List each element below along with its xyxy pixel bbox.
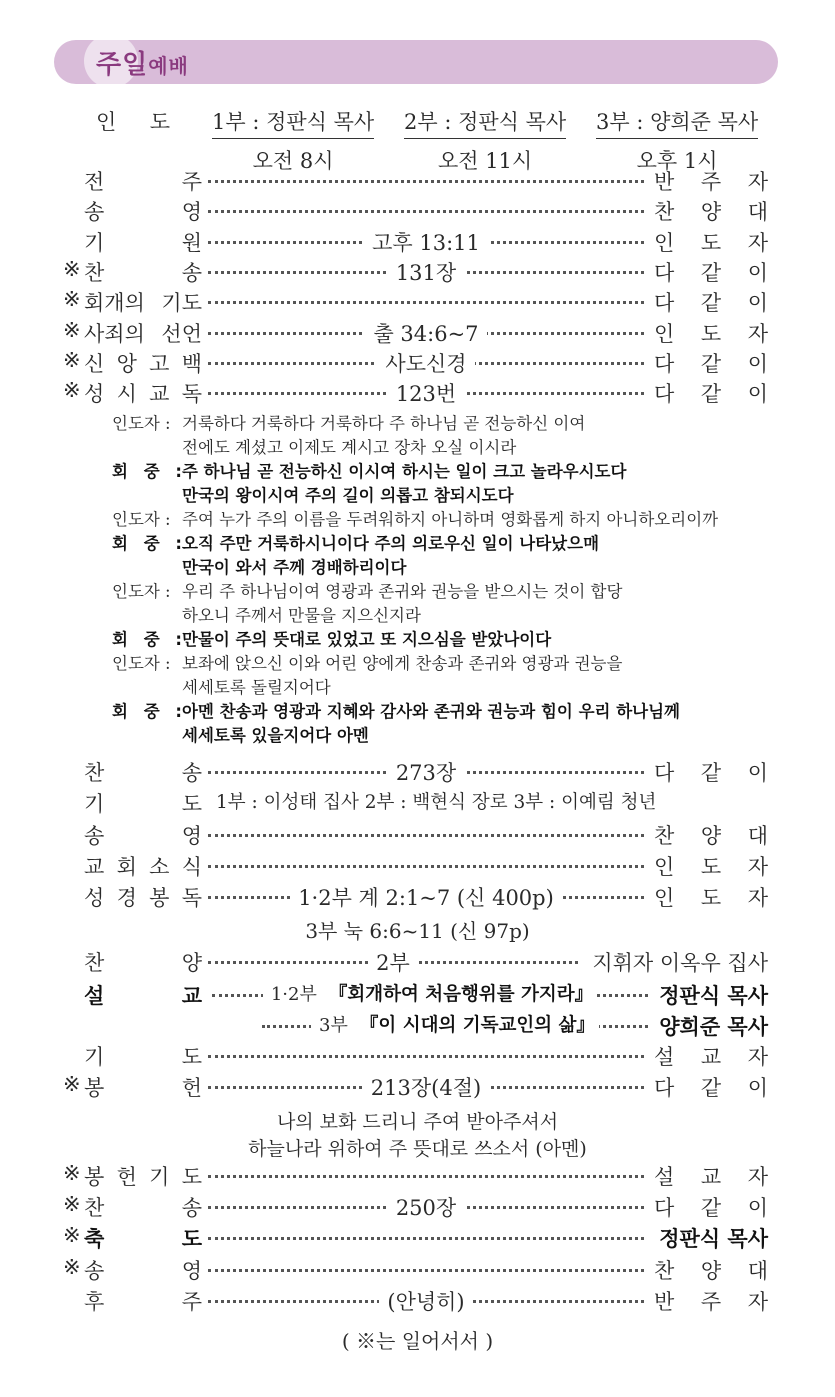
page-title <box>96 44 189 81</box>
sermon-preacher: 정판식 목사 <box>659 984 768 1008</box>
reading-text: 세세토록 있을지어다 아멘 <box>182 726 369 745</box>
label-char: 송 <box>181 261 202 285</box>
label-char: 회개의 <box>84 291 145 315</box>
speaker-char: 회 <box>112 702 128 721</box>
label-char: 앙 <box>116 352 137 376</box>
order-row <box>0 166 835 196</box>
reading-part3: 3부 눅 6:6~11 (신 97p) <box>305 919 530 943</box>
reading-text: 만국의 왕이시여 주의 길이 의롭고 참되시도다 <box>182 486 514 505</box>
reading-text: 오직 주만 거룩하시니이다 주의 의로우신 일이 나타났으매 <box>182 534 600 553</box>
service-time: 오전 11시 <box>437 149 533 173</box>
order-detail <box>208 788 657 814</box>
label-char: 기 <box>149 1165 170 1189</box>
sermon-title: 『이 시대의 기독교인의 삶』 <box>356 1015 599 1036</box>
speaker-label: 인도자 : <box>112 654 171 673</box>
title-sub: 예배 <box>148 54 189 78</box>
speaker-colon: : <box>175 462 182 481</box>
responsible-char: 자 <box>747 855 768 879</box>
stand-mark: ※ <box>63 287 81 311</box>
service-pastor <box>212 106 374 175</box>
order-detail-text: 273장 <box>388 761 464 785</box>
order-detail <box>208 1192 644 1222</box>
dot-leader <box>208 180 644 183</box>
label-char: 원 <box>181 231 202 255</box>
label-char: 고 <box>149 352 170 376</box>
label-char: 찬 <box>84 1196 105 1220</box>
label-char: 기 <box>84 1045 105 1069</box>
service-title: 2부 : 정판식 목사 <box>404 106 566 139</box>
responsible-char: 도 <box>700 231 722 255</box>
order-detail <box>208 378 644 408</box>
sermon-row <box>0 1011 835 1041</box>
responsible-char: 이 <box>747 261 768 285</box>
label-char: 헌 <box>181 1076 202 1100</box>
order-detail-text: 250장 <box>388 1196 464 1220</box>
responsible-char: 찬 <box>654 824 675 848</box>
responsible-char: 다 <box>654 1196 675 1220</box>
label-char: 기 <box>84 231 105 255</box>
order-row <box>0 348 835 378</box>
responsible-char: 자 <box>747 1290 768 1314</box>
responsible-char: 주 <box>700 170 722 194</box>
speaker-label: 인도자 : <box>112 582 171 601</box>
order-label <box>84 348 202 378</box>
order-responsible <box>654 1192 768 1222</box>
order-row <box>0 227 835 257</box>
label-char: 송 <box>181 761 202 785</box>
responsible-char: 이 <box>747 761 768 785</box>
order-label <box>84 1255 202 1285</box>
responsible-char: 인 <box>654 322 675 346</box>
reading-text: 아멘 찬송과 영광과 지혜와 감사와 존귀와 권능과 힘이 우리 하나님께 <box>182 702 680 721</box>
order-label <box>84 378 202 408</box>
label-char: 송 <box>181 1196 202 1220</box>
responsible-char: 같 <box>700 352 722 376</box>
offering-lyric: 나의 보화 드리니 주여 받아주셔서 <box>276 1111 559 1133</box>
order-label <box>84 257 202 287</box>
label-char: 영 <box>181 200 202 224</box>
responsible-char: 설 <box>654 1045 675 1069</box>
reading-text: 주여 누가 주의 이름을 두려워하지 아니하며 영화롭게 하지 아니하오리이까 <box>182 510 719 529</box>
order-label <box>84 851 202 881</box>
order-detail <box>208 318 644 348</box>
responsible-char: 인 <box>654 231 675 255</box>
order-responsible <box>654 882 768 912</box>
order-label <box>84 227 202 257</box>
service-time: 오전 8시 <box>252 149 334 173</box>
label-char: 회 <box>116 855 137 879</box>
sermon-row <box>0 980 835 1010</box>
order-row <box>0 318 835 348</box>
speaker-char: 중 <box>143 462 160 481</box>
speaker-colon: : <box>175 534 182 553</box>
label-char: 양 <box>181 951 202 975</box>
praise-conductor: 지휘자 이옥우 집사 <box>592 951 768 975</box>
label-char: 후 <box>84 1290 105 1314</box>
order-label <box>84 287 202 317</box>
stand-mark: ※ <box>63 1192 81 1216</box>
label-char: 주 <box>181 1290 202 1314</box>
order-detail <box>208 947 578 977</box>
order-responsible <box>654 1072 768 1102</box>
responsible-char: 같 <box>700 382 722 406</box>
order-detail-text: 출 34:6~7 <box>365 322 486 346</box>
order-label <box>84 1041 202 1071</box>
responsible-char: 같 <box>700 761 722 785</box>
speaker-char: 중 <box>143 630 160 649</box>
order-row <box>0 820 835 850</box>
order-row <box>0 1041 835 1071</box>
order-responsible <box>654 196 768 226</box>
order-row <box>0 196 835 226</box>
label-char: 성 <box>84 382 105 406</box>
label-char: 교 <box>84 855 105 879</box>
label-char: 성 <box>84 886 105 910</box>
responsible-char: 다 <box>654 1076 675 1100</box>
label-char: 영 <box>181 824 202 848</box>
order-detail-text: 1부 : 이성태 집사 2부 : 백현식 장로 3부 : 이예림 청년 <box>208 792 664 813</box>
order-detail <box>208 348 644 378</box>
label-char: 설 <box>84 984 105 1008</box>
order-label <box>84 318 202 348</box>
order-detail <box>208 227 644 257</box>
order-responsible <box>654 1255 768 1285</box>
responsible-char: 자 <box>747 886 768 910</box>
responsible-char: 다 <box>654 761 675 785</box>
order-row <box>0 1192 835 1222</box>
order-row <box>0 788 835 818</box>
order-responsible <box>654 287 768 317</box>
order-row <box>0 1255 835 1285</box>
order-detail-text: 1·2부 계 2:1~7 (신 400p) <box>290 886 562 910</box>
responsible-char: 정판식 목사 <box>659 1227 768 1251</box>
speaker-colon: : <box>175 630 182 649</box>
reading-text: 만물이 주의 뜻대로 있었고 또 지으심을 받았나이다 <box>182 630 552 649</box>
order-responsible <box>654 166 768 196</box>
stand-mark: ※ <box>63 1223 81 1247</box>
reading-text: 전에도 계셨고 이제도 계시고 장차 오실 이시라 <box>182 438 517 457</box>
service-time: 오후 1시 <box>636 149 718 173</box>
stand-mark: ※ <box>63 378 81 402</box>
order-detail-text: 2부 <box>368 951 418 975</box>
order-responsible <box>654 1041 768 1071</box>
responsible-char: 양 <box>700 824 722 848</box>
dot-leader <box>208 1055 644 1058</box>
label-char: 전 <box>84 170 105 194</box>
order-responsible <box>654 348 768 378</box>
service-title: 1부 : 정판식 목사 <box>212 106 374 139</box>
order-detail <box>208 257 644 287</box>
label-char: 소 <box>149 855 170 879</box>
speaker-label <box>112 460 182 484</box>
speaker-label: 인도자 : <box>112 510 171 529</box>
order-label <box>84 1072 202 1102</box>
responsible-char: 자 <box>747 231 768 255</box>
order-detail <box>208 882 644 912</box>
reading-text: 만국이 와서 주께 경배하리이다 <box>182 558 407 577</box>
order-detail-text: 고후 13:11 <box>364 231 488 255</box>
service-pastor <box>404 106 566 175</box>
speaker-label <box>112 700 182 724</box>
label-char: 기도 <box>161 291 202 315</box>
dot-leader <box>208 301 644 304</box>
label-char: 백 <box>181 352 202 376</box>
order-detail <box>208 757 644 787</box>
order-label <box>84 196 202 226</box>
responsible-char: 같 <box>700 1076 722 1100</box>
order-responsible <box>654 851 768 881</box>
speaker-colon: : <box>175 702 182 721</box>
order-label <box>84 1286 202 1316</box>
responsible-char: 다 <box>654 261 675 285</box>
stand-mark: ※ <box>63 257 81 281</box>
order-row <box>0 882 835 912</box>
order-responsible <box>654 1223 768 1253</box>
title-main: 주일 <box>96 50 149 80</box>
order-label <box>84 882 202 912</box>
responsible-char: 대 <box>747 200 768 224</box>
order-label <box>84 166 202 196</box>
speaker-char: 중 <box>143 702 160 721</box>
order-responsible <box>654 378 768 408</box>
order-responsible <box>654 820 768 850</box>
order-label <box>84 757 202 787</box>
responsible-char: 인 <box>654 855 675 879</box>
label-char: 봉 <box>149 886 170 910</box>
order-row <box>0 757 835 787</box>
speaker-char: 회 <box>112 462 128 481</box>
service-pastor <box>596 106 758 175</box>
dot-leader <box>208 834 644 837</box>
order-responsible <box>654 227 768 257</box>
responsible-char: 자 <box>747 322 768 346</box>
order-detail-text: 213장(4절) <box>363 1076 489 1100</box>
reading-text: 하오니 주께서 만물을 지으신지라 <box>182 606 421 625</box>
order-label <box>84 788 202 818</box>
sermon-preacher: 양희준 목사 <box>659 1015 768 1039</box>
responsible-char: 다 <box>654 291 675 315</box>
reading-text: 보좌에 앉으신 이와 어린 양에게 찬송과 존귀와 영광과 권능을 <box>182 654 623 673</box>
service-title: 3부 : 양희준 목사 <box>596 106 758 139</box>
label-char: 송 <box>84 200 105 224</box>
responsible-char: 찬 <box>654 200 675 224</box>
order-row <box>0 1286 835 1316</box>
label-char: 송 <box>84 824 105 848</box>
label-char: 시 <box>116 382 137 406</box>
label-char: 봉 <box>84 1165 105 1189</box>
label-char: 인 <box>96 110 117 134</box>
order-detail-text: 131장 <box>388 261 464 285</box>
stand-mark: ※ <box>63 1161 81 1185</box>
responsible-char: 찬 <box>654 1259 675 1283</box>
label-char: 선언 <box>161 322 202 346</box>
order-row <box>0 1161 835 1191</box>
speaker-char: 중 <box>143 534 160 553</box>
pastor-label <box>96 106 170 136</box>
speaker-char: 회 <box>112 630 128 649</box>
label-char: 독 <box>181 886 202 910</box>
sermon-title-1 <box>212 980 648 1006</box>
sermon-label <box>84 980 202 1010</box>
label-char: 식 <box>181 855 202 879</box>
responsible-char: 대 <box>747 824 768 848</box>
order-row <box>0 1223 835 1253</box>
sermon-prefix: 3부 <box>311 1015 356 1036</box>
responsible-char: 반 <box>654 1290 675 1314</box>
dot-leader <box>208 1175 644 1178</box>
reading-text: 우리 주 하나님이여 영광과 존귀와 권능을 받으시는 것이 합당 <box>182 582 623 601</box>
order-responsible <box>654 757 768 787</box>
label-char: 찬 <box>84 761 105 785</box>
responsible-char: 자 <box>747 1165 768 1189</box>
stand-mark: ※ <box>63 348 81 372</box>
label-char: 헌 <box>116 1165 137 1189</box>
order-row <box>0 851 835 881</box>
responsible-char: 같 <box>700 261 722 285</box>
label-char: 도 <box>181 1165 202 1189</box>
responsible-char: 다 <box>654 352 675 376</box>
reading-text: 주 하나님 곧 전능하신 이시여 하시는 일이 크고 놀라우시도다 <box>182 462 627 481</box>
responsible-char: 도 <box>700 322 722 346</box>
sermon-prefix: 1·2부 <box>263 984 325 1005</box>
standing-note: ( ※는 일어서서 ) <box>341 1329 494 1353</box>
responsible-char: 자 <box>747 170 768 194</box>
responsible-char: 이 <box>747 1076 768 1100</box>
order-label <box>84 947 202 977</box>
order-label <box>84 1192 202 1222</box>
label-char: 주 <box>181 170 202 194</box>
sermon-title: 『회개하여 처음행위를 가지라』 <box>325 984 597 1005</box>
order-row <box>0 287 835 317</box>
label-char: 찬 <box>84 951 105 975</box>
responsible-char: 설 <box>654 1165 675 1189</box>
label-char: 독 <box>181 382 202 406</box>
responsible-char: 다 <box>654 382 675 406</box>
order-detail-text: 사도신경 <box>377 352 474 376</box>
label-char: 도 <box>149 110 170 134</box>
order-responsible <box>654 1161 768 1191</box>
label-char: 송 <box>84 1259 105 1283</box>
responsible-char: 양 <box>700 1259 722 1283</box>
order-detail <box>208 1286 644 1316</box>
reading-text: 거룩하다 거룩하다 거룩하다 주 하나님 곧 전능하신 이여 <box>182 414 586 433</box>
label-char: 교 <box>181 984 202 1008</box>
stand-mark: ※ <box>63 1255 81 1279</box>
responsible-char: 자 <box>747 1045 768 1069</box>
order-detail-text: 123번 <box>388 382 464 406</box>
responsible-char: 인 <box>654 886 675 910</box>
label-char: 기 <box>84 792 105 816</box>
responsible-char: 이 <box>747 291 768 315</box>
sermon-title-2 <box>262 1011 648 1037</box>
responsible-char: 이 <box>747 352 768 376</box>
dot-leader <box>208 865 644 868</box>
responsible-char: 반 <box>654 170 675 194</box>
label-char: 경 <box>116 886 137 910</box>
stand-mark: ※ <box>63 1072 81 1096</box>
label-char: 영 <box>181 1259 202 1283</box>
label-char: 축 <box>84 1227 105 1251</box>
speaker-label: 인도자 : <box>112 414 171 433</box>
order-label <box>84 1223 202 1253</box>
order-row <box>0 257 835 287</box>
speaker-label <box>112 628 182 652</box>
order-row <box>0 1072 835 1102</box>
responsible-char: 이 <box>747 1196 768 1220</box>
responsible-char: 주 <box>700 1290 722 1314</box>
order-responsible <box>654 1286 768 1316</box>
responsible-char: 같 <box>700 291 722 315</box>
offering-lyric: 하늘나라 위하여 주 뜻대로 쓰소서 (아멘) <box>248 1138 587 1160</box>
order-detail <box>208 1072 644 1102</box>
label-char: 신 <box>84 352 105 376</box>
responsible-char: 도 <box>700 886 722 910</box>
responsible-char: 같 <box>700 1196 722 1220</box>
dot-leader <box>208 1237 644 1240</box>
responsible-char: 양 <box>700 200 722 224</box>
speaker-label <box>112 532 182 556</box>
label-char: 교 <box>149 382 170 406</box>
responsible-char: 교 <box>700 1045 722 1069</box>
dot-leader <box>208 1269 644 1272</box>
label-char: 봉 <box>84 1076 105 1100</box>
responsible-char: 도 <box>700 855 722 879</box>
responsible-char: 이 <box>747 382 768 406</box>
responsible-char: 대 <box>747 1259 768 1283</box>
speaker-char: 회 <box>112 534 128 553</box>
order-row <box>0 947 835 977</box>
order-responsible <box>654 257 768 287</box>
label-char: 찬 <box>84 261 105 285</box>
order-label <box>84 820 202 850</box>
order-detail-text: (안녕히) <box>379 1290 472 1314</box>
responsible-char: 교 <box>700 1165 722 1189</box>
order-label <box>84 1161 202 1191</box>
label-char: 도 <box>181 792 202 816</box>
label-char: 도 <box>181 1045 202 1069</box>
order-row <box>0 378 835 408</box>
label-char: 사죄의 <box>84 322 145 346</box>
stand-mark: ※ <box>63 318 81 342</box>
label-char: 도 <box>181 1227 202 1251</box>
reading-text: 세세토록 돌릴지어다 <box>182 678 331 697</box>
order-responsible <box>654 318 768 348</box>
dot-leader <box>208 210 644 213</box>
